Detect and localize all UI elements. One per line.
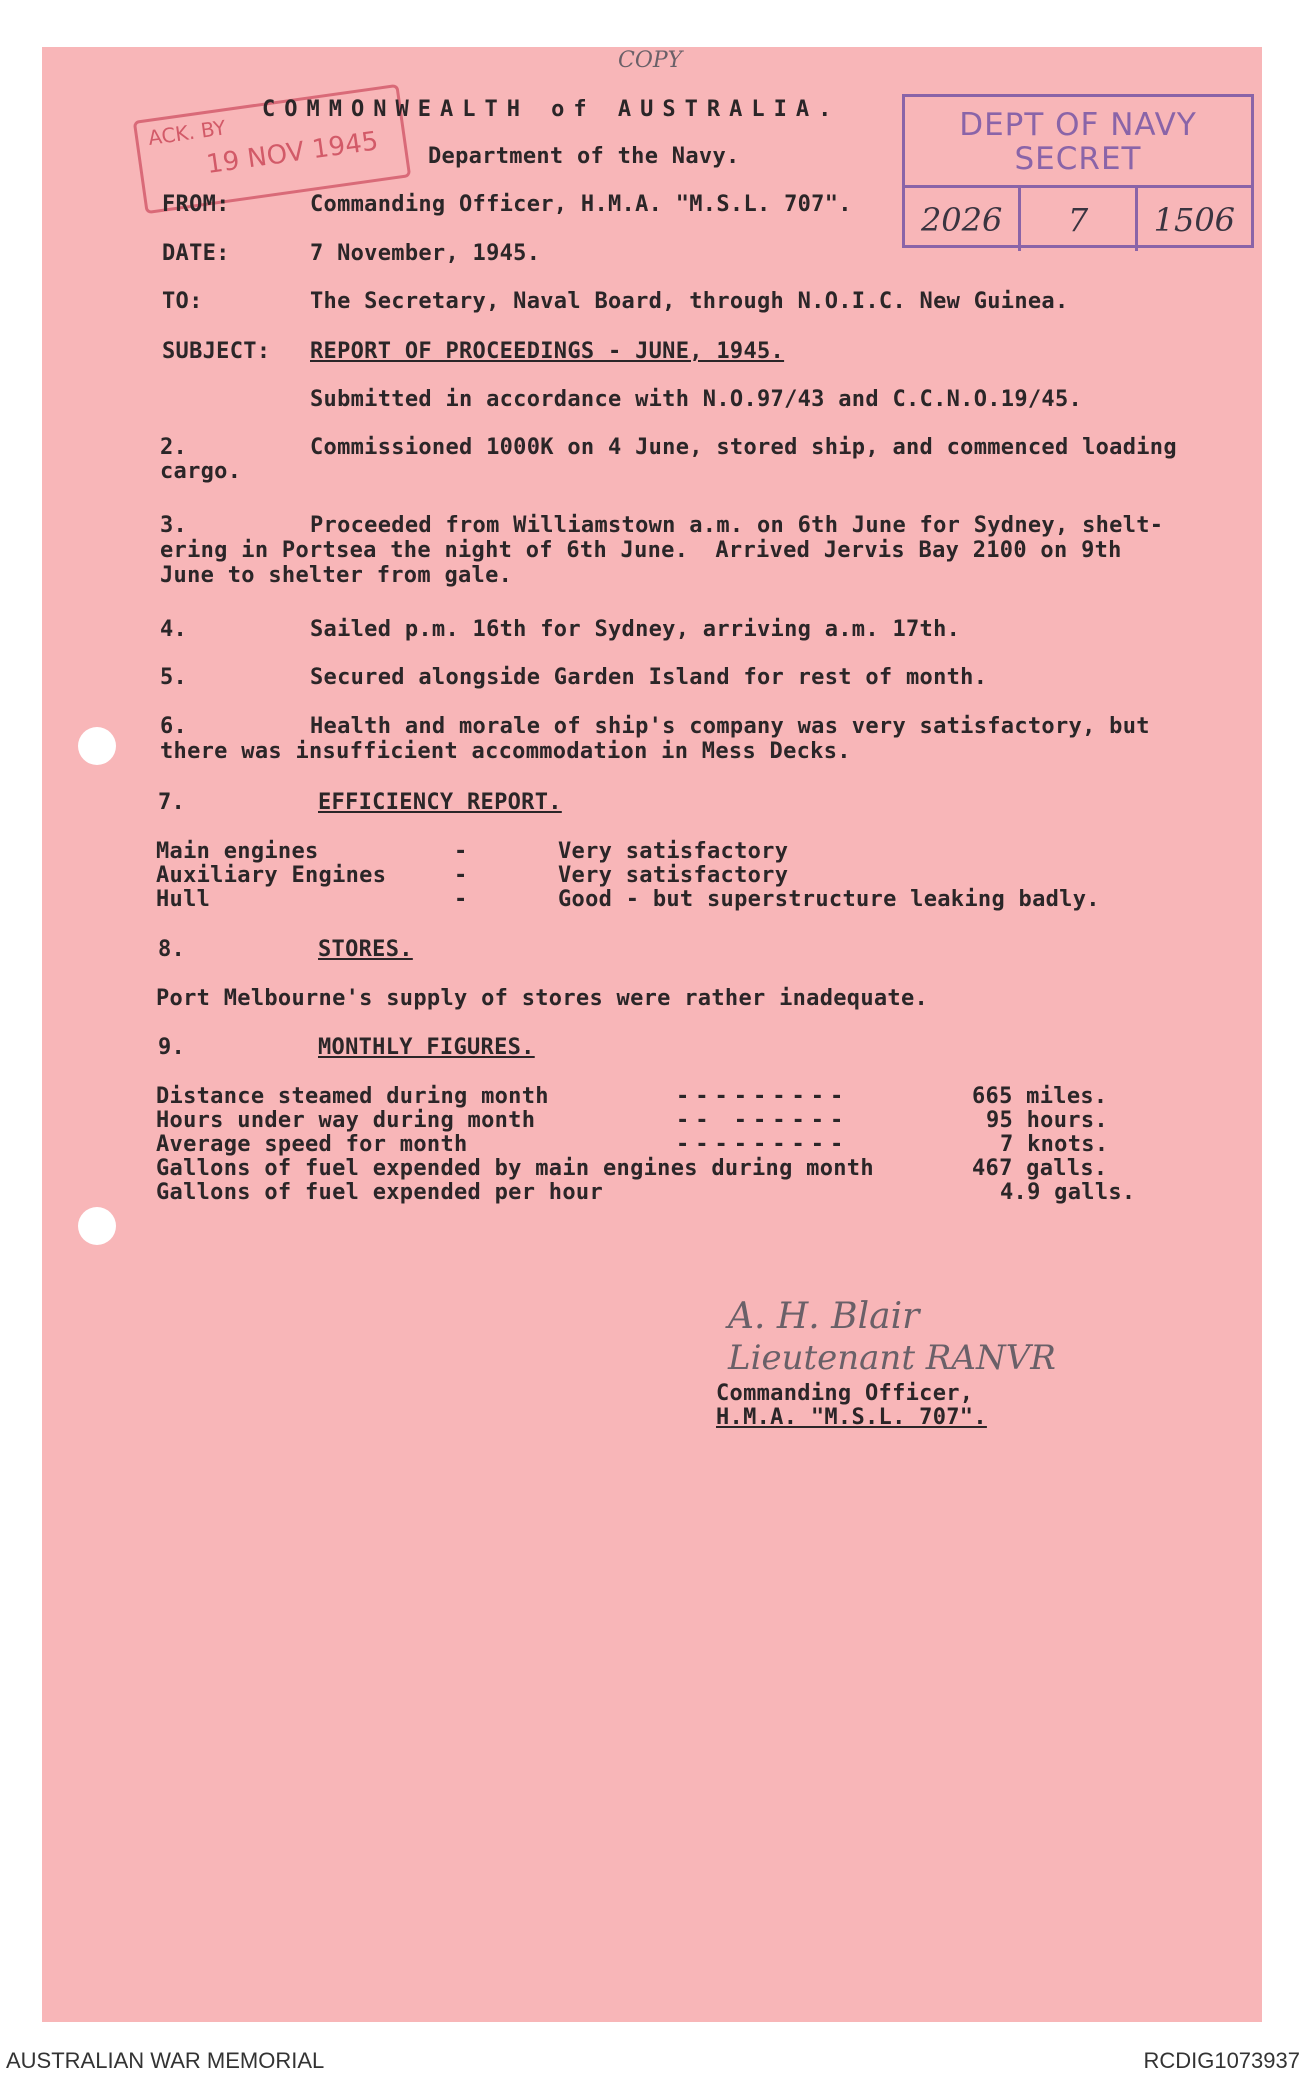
paragraph-3-line2: ering in Portsea the night of 6th June. Arrived Jervis Bay 2100 on 9th <box>160 538 1122 563</box>
figure-value-5: 4.9 galls. <box>1000 1180 1136 1205</box>
figure-dashes-3: --------- <box>676 1132 850 1157</box>
file-number-1: 2026 <box>905 188 1021 251</box>
navy-stamp-line1: DEPT OF NAVY <box>959 107 1197 143</box>
to-value: The Secretary, Naval Board, through N.O.I.C. New Guinea. <box>310 289 1069 314</box>
figure-value-4: 467 galls. <box>972 1156 1108 1181</box>
efficiency-status-2: Very satisfactory <box>558 863 789 888</box>
figure-label-5: Gallons of fuel expended per hour <box>156 1180 603 1205</box>
paragraph-8-number: 8. <box>158 937 186 962</box>
paragraph-9-number: 9. <box>158 1035 186 1060</box>
efficiency-status-1: Very satisfactory <box>558 839 789 864</box>
efficiency-report-heading: EFFICIENCY REPORT. <box>318 790 562 815</box>
subject-value: REPORT OF PROCEEDINGS - JUNE, 1945. <box>310 339 785 364</box>
paragraph-3-line1: Proceeded from Williamstown a.m. on 6th June for Sydney, shelt- <box>310 513 1164 538</box>
footer-reference: RCDIG1073937 <box>1143 2048 1300 2073</box>
copy-annotation: COPY <box>618 48 683 73</box>
handwritten-rank: Lieutenant RANVR <box>728 1338 1056 1378</box>
paragraph-6-line1: Health and morale of ship's company was very satisfactory, but <box>310 714 1150 739</box>
punch-hole-bottom <box>78 1207 116 1245</box>
from-value: Commanding Officer, H.M.A. "M.S.L. 707". <box>310 192 852 217</box>
efficiency-dash-1: - <box>454 839 468 864</box>
paragraph-5-number: 5. <box>160 665 188 690</box>
paragraph-4-number: 4. <box>160 617 188 642</box>
figure-dashes-1: --------- <box>676 1084 850 1109</box>
signatory-title: Commanding Officer, <box>716 1381 974 1406</box>
figure-value-1: 665 miles. <box>972 1084 1108 1109</box>
paragraph-5-text: Secured alongside Garden Island for rest of month. <box>310 665 988 690</box>
paragraph-2-number: 2. <box>160 435 188 460</box>
paragraph-6-number: 6. <box>160 714 188 739</box>
efficiency-item-1: Main engines <box>156 839 319 864</box>
paragraph-6-line2: there was insufficient accommodation in Mess Decks. <box>160 739 851 764</box>
to-label: TO: <box>162 289 203 314</box>
paragraph-4-text: Sailed p.m. 16th for Sydney, arriving a.m. 17th. <box>310 617 961 642</box>
file-number-2: 7 <box>1021 188 1137 251</box>
paragraph-3-number: 3. <box>160 513 188 538</box>
ack-stamp-label: ACK. BY <box>146 115 228 150</box>
paragraph-2-line1: Commissioned 1000K on 4 June, stored ship, and commenced loading <box>310 435 1177 460</box>
signatory-ship: H.M.A. "M.S.L. 707". <box>716 1405 987 1430</box>
figure-label-4: Gallons of fuel expended by main engines during month <box>156 1156 874 1181</box>
figure-value-3: 7 knots. <box>1000 1132 1109 1157</box>
file-number-3: 1506 <box>1153 200 1236 239</box>
handwritten-signature: A. H. Blair <box>728 1296 920 1337</box>
date-label: DATE: <box>162 241 230 266</box>
figure-dashes-2: -- ------ <box>676 1108 850 1133</box>
paragraph-7-number: 7. <box>158 790 186 815</box>
stores-heading: STORES. <box>318 937 413 962</box>
punch-hole-top <box>78 727 116 765</box>
efficiency-item-3: Hull <box>156 887 211 912</box>
monthly-figures-heading: MONTHLY FIGURES. <box>318 1035 535 1060</box>
figure-value-2: 95 hours. <box>986 1108 1108 1133</box>
paragraph-3-line3: June to shelter from gale. <box>160 563 513 588</box>
footer-source: AUSTRALIAN WAR MEMORIAL <box>6 2048 325 2073</box>
efficiency-dash-2: - <box>454 863 468 888</box>
ack-stamp-date: 19 NOV 1945 <box>204 126 381 181</box>
efficiency-item-2: Auxiliary Engines <box>156 863 387 888</box>
paragraph-1: Submitted in accordance with N.O.97/43 and C.C.N.O.19/45. <box>310 387 1083 412</box>
subject-label: SUBJECT: <box>162 339 271 364</box>
date-value: 7 November, 1945. <box>310 241 541 266</box>
figure-label-3: Average speed for month <box>156 1132 468 1157</box>
stores-text: Port Melbourne's supply of stores were rather inadequate. <box>156 986 929 1011</box>
department-line: Department of the Navy. <box>428 144 740 169</box>
navy-stamp-line2: SECRET <box>1014 141 1142 177</box>
efficiency-status-3: Good - but superstructure leaking badly. <box>558 887 1100 912</box>
figure-label-1: Distance steamed during month <box>156 1084 549 1109</box>
from-label: FROM: <box>162 192 230 217</box>
efficiency-dash-3: - <box>454 887 468 912</box>
dept-of-navy-secret-stamp <box>902 94 1254 248</box>
paragraph-2-line2: cargo. <box>160 459 242 484</box>
figure-label-2: Hours under way during month <box>156 1108 536 1133</box>
document-title: COMMONWEALTH of AUSTRALIA. <box>262 97 841 122</box>
